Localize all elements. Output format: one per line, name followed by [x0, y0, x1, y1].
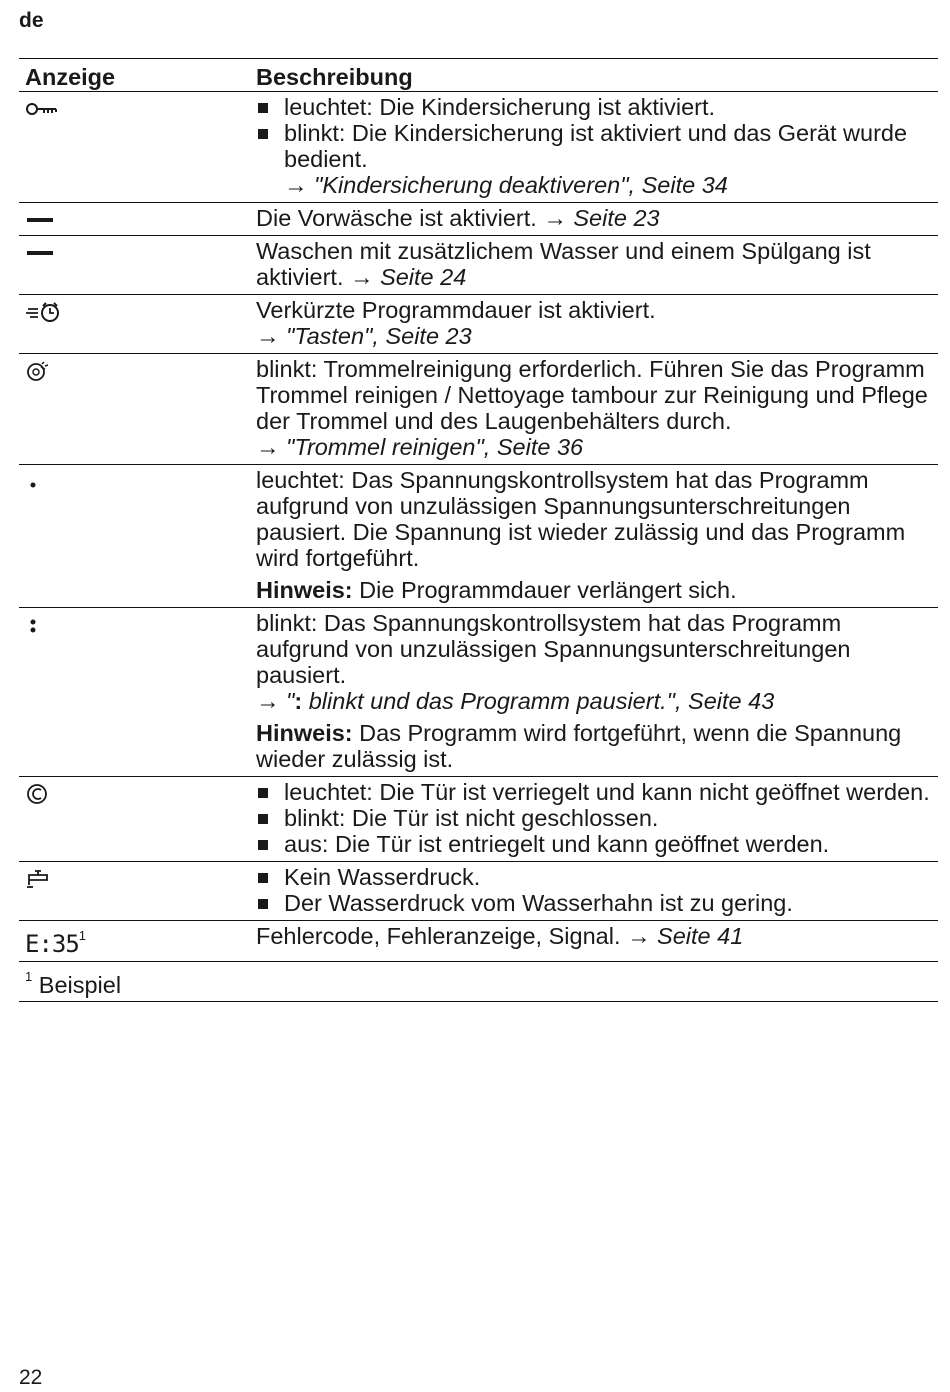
description-text: Fehlercode, Fehleranzeige, Signal.: [256, 923, 621, 949]
table-row: [19, 203, 938, 236]
table-row: [19, 777, 938, 862]
list-item: blinkt: Die Kindersicherung ist aktiviert und das Gerät wurde bedient.: [256, 120, 938, 172]
cross-reference-link[interactable]: → Seite 41: [627, 923, 744, 949]
tap-icon: [19, 864, 55, 890]
table-row: [19, 236, 938, 295]
dot-icon: [19, 467, 45, 493]
description-text: leuchtet: Das Spannungskontrollsystem hat das Programm aufgrund von unzulässigen Spannungsunterschreitungen pausiert. Die Spannung ist wieder zulässig und das Programm wird fortgeführt.: [256, 467, 906, 571]
description-text: Die Vorwäsche ist aktiviert.: [256, 205, 537, 231]
note: Hinweis: Das Programm wird fortgeführt, wenn die Spannung wieder zulässig ist.: [256, 720, 902, 772]
table-row: [19, 354, 938, 465]
indicator-table: [19, 58, 938, 1002]
colon-icon: [19, 610, 45, 636]
table-row: [19, 862, 938, 921]
column-header-indicator: Anzeige: [25, 64, 116, 90]
table-row: [19, 465, 938, 608]
list-item: Kein Wasserdruck.: [256, 864, 938, 890]
description-text: Waschen mit zusätzlichem Wasser und einem Spülgang ist aktiviert.: [256, 238, 871, 290]
error-code-display: $E:35^1$: [25, 928, 87, 958]
page-number: 22: [19, 1366, 43, 1389]
footnote-text: Beispiel: [38, 972, 122, 998]
drum-clean-icon: [19, 356, 53, 382]
column-header-description: Beschreibung: [256, 64, 413, 90]
footnote-mark: 1: [25, 969, 33, 984]
table-row: [19, 921, 938, 962]
list-item: aus: Die Tür ist entriegelt und kann geöffnet werden.: [256, 831, 938, 857]
table-row: [19, 295, 938, 354]
table-row: [19, 92, 938, 203]
key-icon: [19, 94, 59, 120]
cross-reference-link[interactable]: → Seite 23: [543, 205, 660, 231]
language-label: de: [19, 9, 44, 32]
dash-icon: [19, 238, 55, 264]
table-row: [19, 608, 938, 777]
list-item: leuchtet: Die Tür ist verriegelt und kann nicht geöffnet werden.: [256, 779, 938, 805]
cross-reference-link[interactable]: → ": blinkt und das Programm pausiert.", Seite 43: [256, 688, 775, 714]
cross-reference-link[interactable]: → "Trommel reinigen", Seite 36: [256, 434, 584, 460]
table-header-row: [19, 59, 938, 92]
dash-icon: [19, 205, 55, 231]
description-text: blinkt: Trommelreinigung erforderlich. Führen Sie das Programm Trommel reinigen / Nettoyage tambour zur Reinigung und Pflege der Trommel und des Laugenbehälters durch.: [256, 356, 928, 434]
door-lock-icon: [19, 779, 53, 805]
table-footnote-row: [19, 962, 938, 1002]
description-text: blinkt: Das Spannungskontrollsystem hat das Programm aufgrund von unzulässigen Spannungsunterschreitungen pausiert.: [256, 610, 851, 688]
cross-reference-link[interactable]: → "Kindersicherung deaktiveren", Seite 34: [284, 172, 728, 198]
list-item: Der Wasserdruck vom Wasserhahn ist zu gering.: [256, 890, 938, 916]
cross-reference-link[interactable]: → Seite 24: [350, 264, 467, 290]
note: Hinweis: Die Programmdauer verlängert sich.: [256, 577, 737, 603]
cross-reference-link[interactable]: → "Tasten", Seite 23: [256, 323, 472, 349]
speed-clock-icon: [19, 297, 69, 323]
list-item: blinkt: Die Tür ist nicht geschlossen.: [256, 805, 938, 831]
description-text: Verkürzte Programmdauer ist aktiviert.: [256, 297, 656, 323]
list-item: leuchtet: Die Kindersicherung ist aktiviert.: [256, 94, 938, 120]
